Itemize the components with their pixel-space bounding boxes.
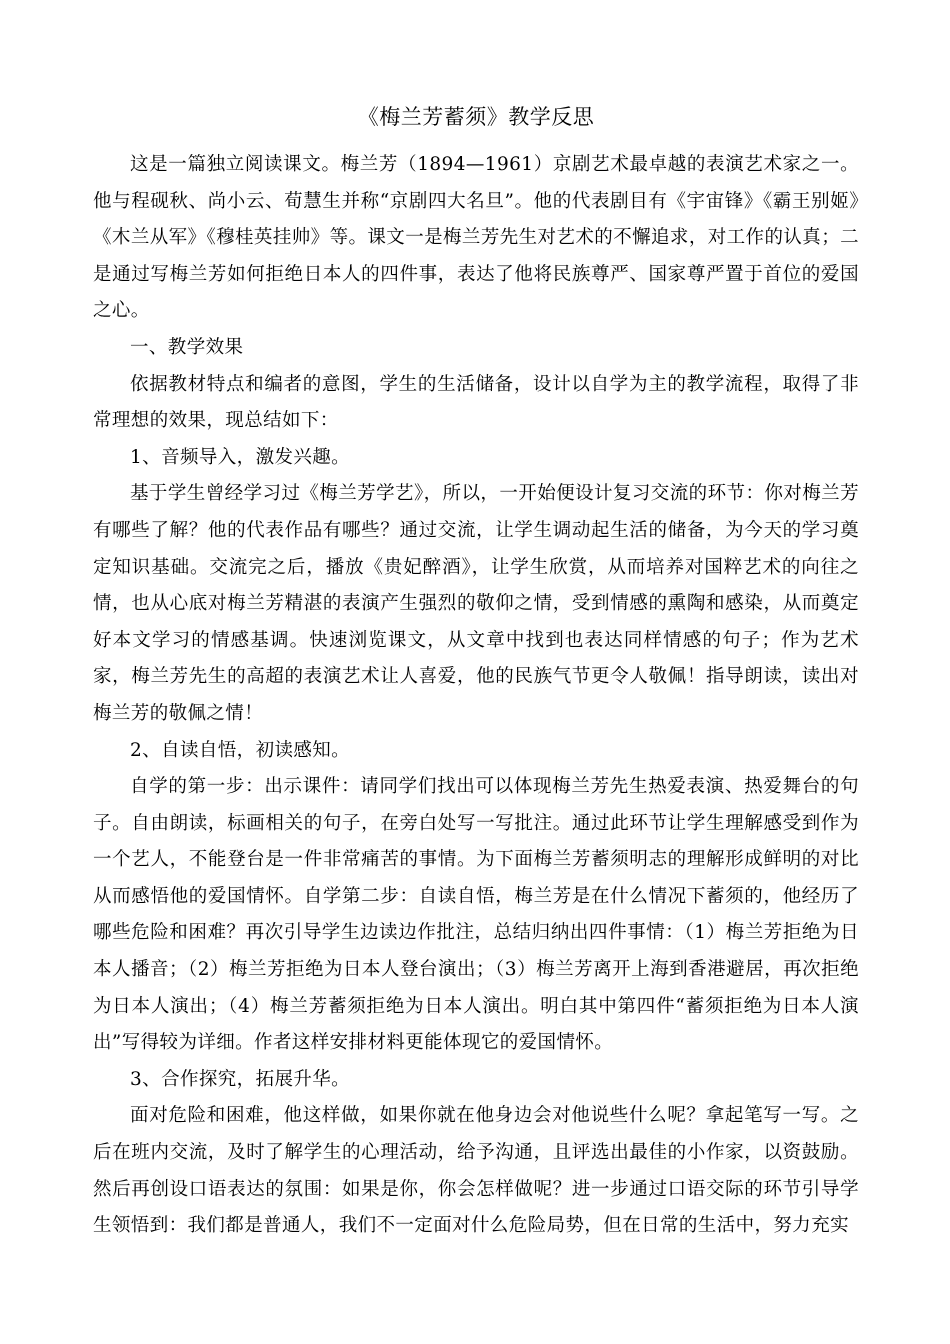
subheading-audio-intro: 1、音频导入，激发兴趣。 xyxy=(130,446,351,468)
document-title: 《梅兰芳蓄须》教学反思 xyxy=(357,105,595,129)
cooperation-paragraph: 面对危险和困难，他这样做，如果你就在他身边会对他说些什么呢？拿起笔写一写。之后在班内交流，及时了解学生的心理活动，给予沟通，且评选出最佳的小作家，以资鼓励。然后再创设口语表达的氛围：如果是你，你会怎样做呢？进一步通过口语交际的环节引导学生领悟到：我们都是普通人，我们不一定面对什么危险局势，但在日常的生活中，努力充实 xyxy=(93,1105,859,1237)
summary-paragraph: 依据教材特点和编者的意图，学生的生活储备，设计以自学为主的教学流程，取得了非常理想的效果，现总结如下： xyxy=(93,373,859,432)
self-reading-paragraph: 自学的第一步：出示课件：请同学们找出可以体现梅兰芳先生热爱表演、热爱舞台的句子。自由朗读，标画相关的句子，在旁白处写一写批注。通过此环节让学生理解感受到作为一个艺人，不能登台是一件非常痛苦的事情。为下面梅兰芳蓄须明志的理解形成鲜明的对比从而感悟他的爱国情怀。自学第二步：自读自悟，梅兰芳是在什么情况下蓄须的，他经历了哪些危险和困难？再次引导学生边读边作批注，总结归纳出四件事情：（1）梅兰芳拒绝为日本人播音；（2）梅兰芳拒绝为日本人登台演出；（3）梅兰芳离开上海到香港避居，再次拒绝为日本人演出；（4）梅兰芳蓄须拒绝为日本人演出。明白其中第四件“蓄须拒绝为日本人演出”写得较为详细。作者这样安排材料更能体现它的爱国情怀。 xyxy=(93,776,859,1054)
document-page xyxy=(93,97,859,1245)
section-heading-teaching-effect: 一、教学效果 xyxy=(130,336,244,358)
subheading-cooperation: 3、合作探究，拓展升华。 xyxy=(130,1068,351,1090)
audio-intro-paragraph: 基于学生曾经学习过《梅兰芳学艺》，所以，一开始便设计复习交流的环节：你对梅兰芳有哪些了解？他的代表作品有哪些？通过交流，让学生调动起生活的储备，为今天的学习奠定知识基础。交流完之后，播放《贵妃醉酒》，让学生欣赏，从而培养对国粹艺术的向往之情，也从心底对梅兰芳精湛的表演产生强烈的敬仰之情，受到情感的熏陶和感染，从而奠定好本文学习的情感基调。快速浏览课文，从文章中找到也表达同样情感的句子；作为艺术家，梅兰芳先生的高超的表演艺术让人喜爱，他的民族气节更令人敬佩！指导朗读，读出对梅兰芳的敬佩之情！ xyxy=(93,483,859,724)
intro-paragraph: 这是一篇独立阅读课文。梅兰芳（1894—1961）京剧艺术最卓越的表演艺术家之一。他与程砚秋、尚小云、荀慧生并称“京剧四大名旦”。他的代表剧目有《宇宙锋》《霸王别姬》《木兰从军》《穆桂英挂帅》等。课文一是梅兰芳先生对艺术的不懈追求，对工作的认真；二是通过写梅兰芳如何拒绝日本人的四件事，表达了他将民族尊严、国家尊严置于首位的爱国之心。 xyxy=(93,154,859,322)
subheading-self-reading: 2、自读自悟，初读感知。 xyxy=(130,739,351,761)
